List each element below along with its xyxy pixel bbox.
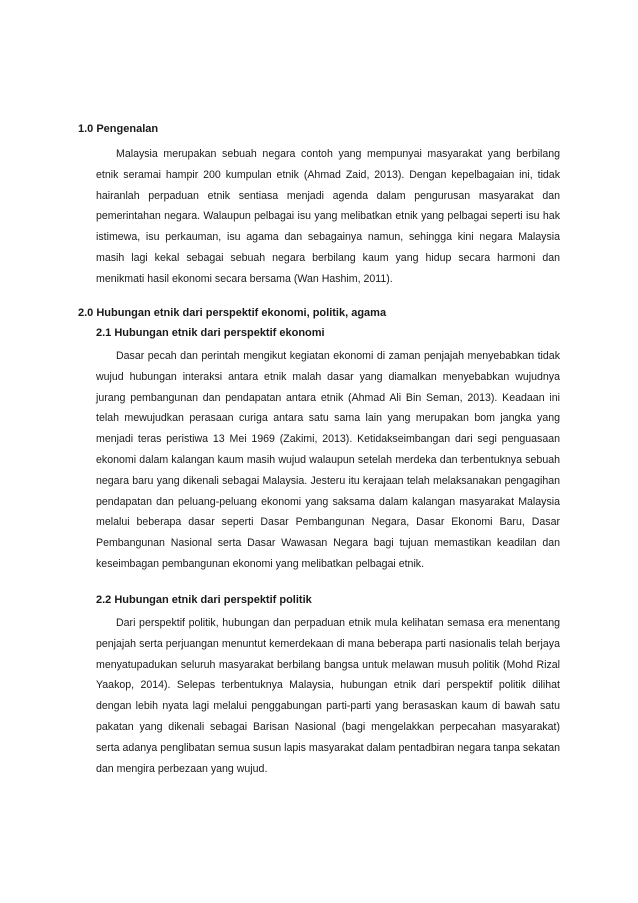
paragraph-politik: Dari perspektif politik, hubungan dan perpaduan etnik mula kelihatan semasa era menentang penjajah serta perjuangan menuntut kemerdekaan di mana beberapa parti nasionalis telah berjaya menyatupadukan seluruh masyarakat berbilang bangsa untuk melawan musuh politik (Mohd Rizal Yaakop, 2014). Selepas terbentuknya Malaysia, hubungan etnik dari perspektif politik dilihat dengan lebih nyata lagi melalui penggabungan parti-parti yang berasaskan kaum di bawah satu pakatan yang dikenali sebagai Barisan Nasional (bagi mengelakkan perpecahan masyarakat) serta adanya penglibatan semua susun lapis masyarakat dalam pentadbiran negara tanpa sekatan dan mengira perbezaan yang wujud. <box>96 617 560 775</box>
section-heading-hubungan-etnik: 2.0 Hubungan etnik dari perspektif ekonomi, politik, agama <box>78 307 387 319</box>
paragraph-ekonomi: Dasar pecah dan perintah mengikut kegiatan ekonomi di zaman penjajah menyebabkan tidak wujud hubungan interaksi antara etnik malah dasar yang diamalkan menyebabkan wujudnya jurang pembangunan dan pendapatan antara etnik (Ahmad Ali Bin Seman, 2013). Keadaan ini telah mewujudkan perasaan curiga antara satu sama lain yang merupakan bom jangka yang menjadi teras peristiwa 13 Mei 1969 (Zakimi, 2013). Ketidakseimbangan dari segi penguasaan ekonomi dalam kalangan kaum masih wujud walaupun setelah merdeka dan terbentuknya sebuah negara baru yang dikenali sebagai Malaysia. Jesteru itu kerajaan telah melaksanakan pengagihan pendapatan dan peluang-peluang ekonomi yang saksama dalam kalangan masyarakat Malaysia melalui beberapa dasar seperti Dasar Pembangunan Negara, Dasar Ekonomi Baru, Dasar Pembangunan Nasional serta Dasar Wawasan Negara bagi tujuan memastikan keadilan dan keseimbagan pembangunan ekonomi yang melibatkan pelbagai etnik. <box>96 350 560 570</box>
subsection-heading-ekonomi: 2.1 Hubungan etnik dari perspektif ekonomi <box>96 327 325 339</box>
paragraph-pengenalan: Malaysia merupakan sebuah negara contoh yang mempunyai masyarakat yang berbilang etnik seramai hampir 200 kumpulan etnik (Ahmad Zaid, 2013). Dengan kepelbagaian ini, tidak hairanlah perpaduan etnik sentiasa menjadi agenda dalam pengurusan masyarakat dan pemerintahan negara. Walaupun pelbagai isu yang melibatkan etnik yang pelbagai seperti isu hak istimewa, isu perkauman, isu agama dan sebagainya namun, sehingga kini negara Malaysia masih lagi kekal sebagai sebuah negara berbilang kaum yang hidup secara harmoni dan menikmati hasil ekonomi secara bersama (Wan Hashim, 2011). <box>96 148 560 285</box>
section-heading-pengenalan: 1.0 Pengenalan <box>78 123 159 135</box>
subsection-heading-politik: 2.2 Hubungan etnik dari perspektif politik <box>96 594 312 606</box>
